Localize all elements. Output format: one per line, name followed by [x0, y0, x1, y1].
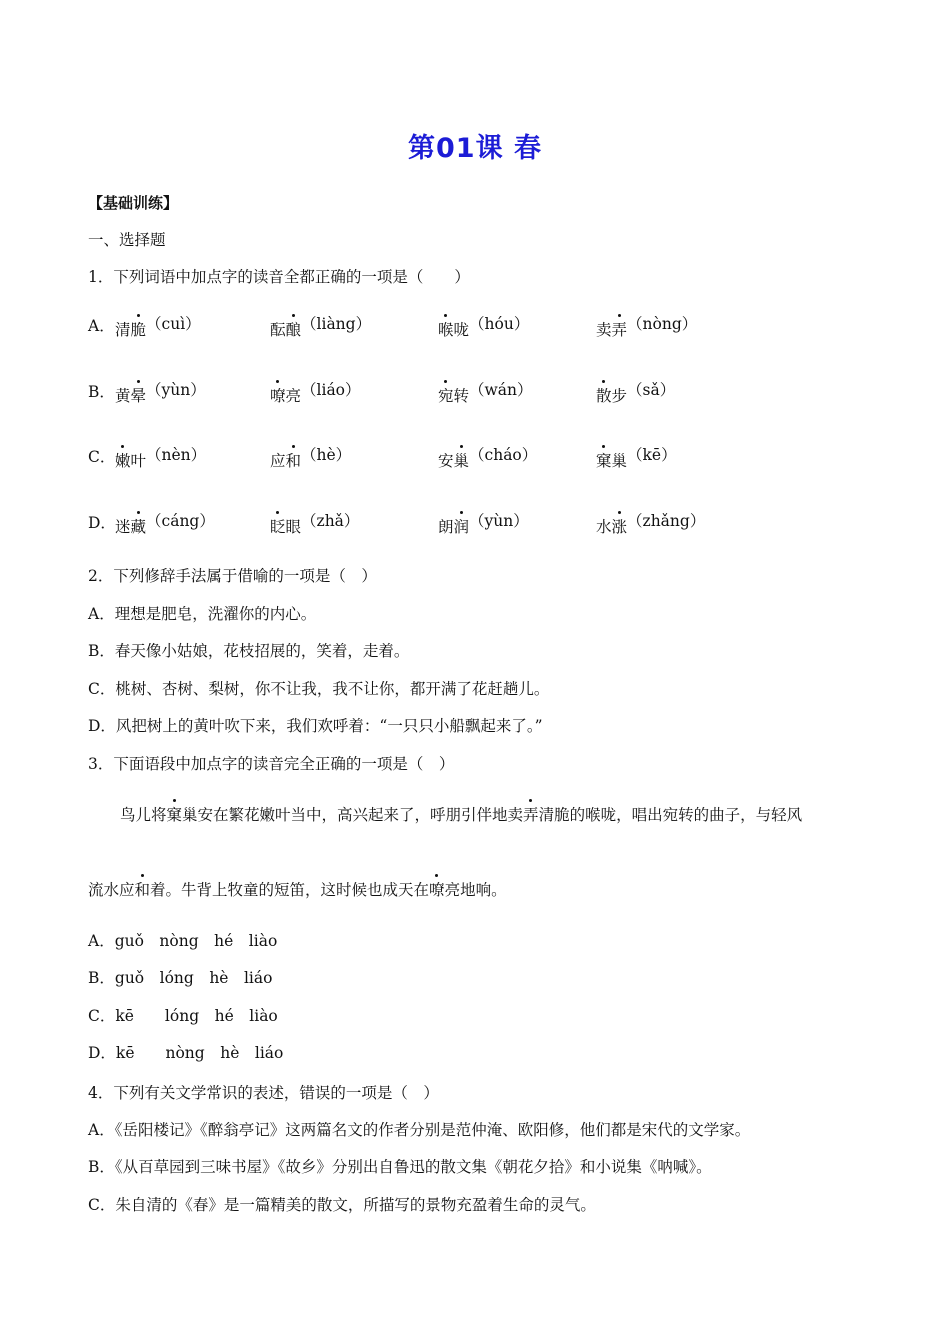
q1-option-letter: A．: [88, 317, 115, 335]
pinyin: （yùn）: [146, 381, 206, 399]
q3-option-a: A．guǒ nòng hé liào: [88, 932, 278, 950]
pinyin: （cuì）: [146, 315, 201, 333]
q2-stem: 2．下列修辞手法属于借喻的一项是（ ）: [88, 567, 377, 585]
dotted-char: 窠: [166, 806, 183, 824]
dotted-char: 巢: [453, 452, 470, 470]
q1-word: 酝酿（liàng）: [270, 315, 372, 339]
dotted-char: 酿: [285, 321, 302, 339]
dotted-char: 润: [453, 518, 470, 536]
q2-option-d: D．风把树上的黄叶吹下来，我们欢呼着：“一只只小船飘起来了。”: [88, 717, 543, 735]
category-heading: 一、选择题: [88, 231, 166, 249]
q1-option-letter: D．: [88, 514, 116, 532]
pinyin: （zhǎ）: [301, 512, 360, 530]
q3-option-c: C．kē lóng hé liào: [88, 1007, 278, 1025]
q3-passage-line-2: 流水应和着。牛背上牧童的短笛，这时候也成天在嘹亮地响。: [88, 881, 507, 899]
q1-word: 黄晕（yùn）: [115, 381, 206, 405]
q1-word: 迷藏（cáng）: [115, 512, 215, 536]
q4-option-c: C．朱自清的《春》是一篇精美的散文，所描写的景物充盈着生命的灵气。: [88, 1196, 596, 1214]
dotted-char: 喉: [438, 321, 454, 339]
pinyin: （nèn）: [146, 446, 207, 464]
dotted-char: 和: [285, 452, 302, 470]
dotted-char: 散: [596, 387, 612, 405]
pinyin: （nòng）: [627, 315, 698, 333]
q1-word: 清脆（cuì）: [115, 315, 201, 339]
q3-option-d: D．kē nòng hè liáo: [88, 1044, 284, 1062]
q1-word: 眨眼（zhǎ）: [270, 512, 360, 536]
pinyin: （wán）: [469, 381, 533, 399]
pinyin: （cáng）: [146, 512, 215, 530]
dotted-char: 弄: [611, 321, 628, 339]
q1-word: 应和（hè）: [270, 446, 352, 470]
dotted-char: 嘹: [429, 881, 445, 899]
q1-word: 嫩叶（nèn）: [115, 446, 207, 470]
q1-stem: 1．下列词语中加点字的读音全都正确的一项是（ ）: [88, 268, 470, 286]
q4-option-b: B．《从百草园到三味书屋》《故乡》分别出自鲁迅的散文集《朝花夕拾》和小说集《呐喊》。: [88, 1158, 712, 1176]
q2-option-c: C．桃树、杏树、梨树，你不让我，我不让你，都开满了花赶趟儿。: [88, 680, 550, 698]
q1-word: 宛转（wán）: [438, 381, 533, 405]
dotted-char: 宛: [438, 387, 454, 405]
q1-word: 朗润（yùn）: [438, 512, 529, 536]
pinyin: （kē）: [627, 446, 677, 464]
pinyin: （cháo）: [469, 446, 538, 464]
q1-word: 水涨（zhǎng）: [596, 512, 706, 536]
q1-option-letter: B．: [88, 383, 115, 401]
section-heading: 【基础训练】: [88, 194, 179, 212]
dotted-char: 眨: [270, 518, 286, 536]
pinyin: （hè）: [301, 446, 352, 464]
q2-option-a: A．理想是肥皂，洗濯你的内心。: [88, 605, 317, 623]
dotted-char: 嘹: [270, 387, 286, 405]
dotted-char: 弄: [523, 806, 539, 824]
q1-word: 安巢（cháo）: [438, 446, 538, 470]
pinyin: （zhǎng）: [627, 512, 706, 530]
dotted-char: 嫩: [115, 452, 131, 470]
q3-option-b: B．guǒ lóng hè liáo: [88, 969, 273, 987]
dotted-char: 藏: [130, 518, 147, 536]
pinyin: （hóu）: [469, 315, 530, 333]
q1-word: 散步（sǎ）: [596, 381, 676, 405]
q1-word: 喉咙（hóu）: [438, 315, 530, 339]
dotted-char: 和: [134, 881, 151, 899]
q2-option-b: B．春天像小姑娘，花枝招展的，笑着，走着。: [88, 642, 410, 660]
q1-option-letter: C．: [88, 448, 116, 466]
dotted-char: 涨: [611, 518, 628, 536]
page-title: 第01课 春: [408, 133, 542, 164]
q1-word: 卖弄（nòng）: [596, 315, 698, 339]
pinyin: （yùn）: [469, 512, 529, 530]
q1-word: 窠巢（kē）: [596, 446, 677, 470]
dotted-char: 窠: [596, 452, 612, 470]
pinyin: （liáo）: [301, 381, 361, 399]
pinyin: （liàng）: [301, 315, 372, 333]
pinyin: （sǎ）: [627, 381, 676, 399]
q3-stem: 3．下面语段中加点字的读音完全正确的一项是（ ）: [88, 755, 455, 773]
q3-passage-line-1: 鸟儿将窠巢安在繁花嫩叶当中，高兴起来了，呼朋引伴地卖弄清脆的喉咙，唱出宛转的曲子，与轻风: [120, 806, 803, 824]
q4-stem: 4．下列有关文学常识的表述，错误的一项是（ ）: [88, 1084, 439, 1102]
dotted-char: 晕: [130, 387, 147, 405]
dotted-char: 脆: [130, 321, 147, 339]
q4-option-a: A．《岳阳楼记》《醉翁亭记》这两篇名文的作者分别是范仲淹、欧阳修，他们都是宋代的文学家。: [88, 1121, 751, 1139]
q1-word: 嘹亮（liáo）: [270, 381, 361, 405]
